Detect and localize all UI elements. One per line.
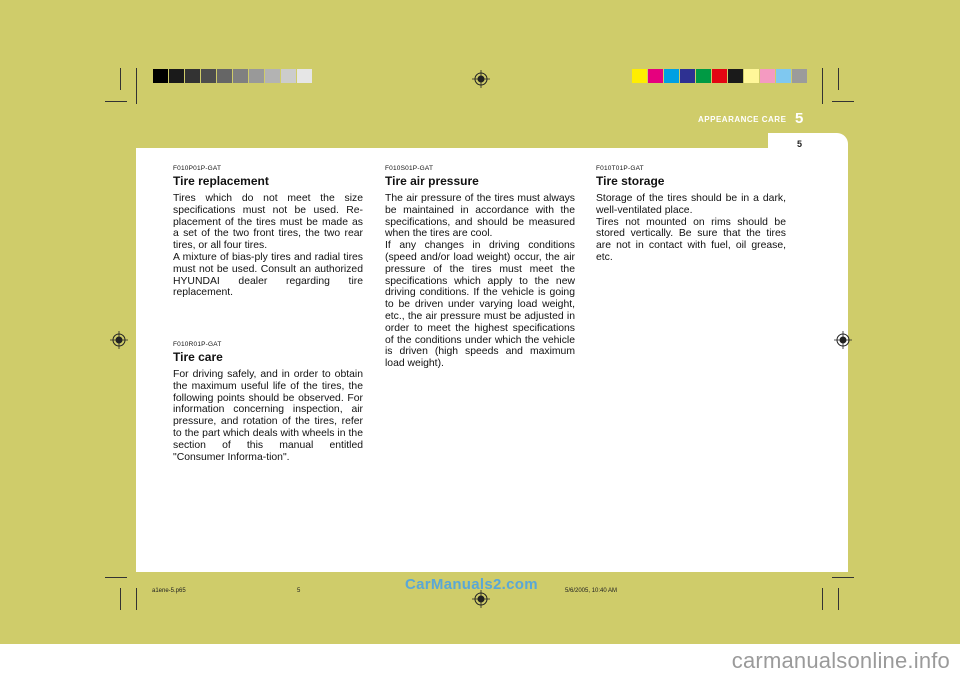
footer-date: 5/6/2005, 10:40 AM bbox=[565, 588, 618, 594]
footer-filename: a1ene-5.p65 bbox=[152, 588, 186, 594]
color-swatch bbox=[680, 69, 695, 83]
bottom-watermark-text[interactable]: carmanualsonline.info bbox=[731, 648, 950, 673]
section-body bbox=[596, 193, 786, 264]
color-swatch bbox=[249, 69, 264, 83]
crop-mark bbox=[105, 577, 127, 578]
chapter-number: 5 bbox=[795, 110, 804, 127]
bottom-watermark-strip bbox=[0, 644, 960, 678]
color-swatch bbox=[281, 69, 296, 83]
page-number-tab: 5 bbox=[797, 139, 803, 149]
color-swatch bbox=[185, 69, 200, 83]
crop-mark bbox=[136, 68, 137, 104]
color-swatch bbox=[153, 69, 168, 83]
section-body bbox=[385, 193, 575, 370]
crop-mark bbox=[838, 588, 839, 610]
color-swatch bbox=[728, 69, 743, 83]
color-swatch bbox=[632, 69, 647, 83]
section-title: Tire care bbox=[173, 350, 223, 364]
section-body bbox=[173, 369, 363, 463]
chapter-tab bbox=[768, 133, 848, 155]
paragraph: The air pressure of the tires must always be maintained in accordance with the specifications, and should be measured when the tires are cool. bbox=[385, 193, 575, 240]
crop-mark bbox=[120, 68, 121, 90]
crop-mark bbox=[120, 588, 121, 610]
crop-mark bbox=[136, 588, 137, 610]
crop-mark bbox=[832, 101, 854, 102]
section-code: F010P01P-GAT bbox=[173, 165, 222, 172]
crop-mark bbox=[822, 68, 823, 104]
section-tire-storage bbox=[596, 165, 786, 264]
color-calibration-bar-right bbox=[632, 69, 808, 83]
color-swatch bbox=[760, 69, 775, 83]
crop-mark bbox=[822, 588, 823, 610]
chapter-label: APPEARANCE CARE bbox=[698, 115, 787, 124]
registration-mark-icon bbox=[834, 331, 852, 349]
paragraph: Tires not mounted on rims should be stored vertically. Be sure that the tires are not in contact with fuel, oil grease, etc. bbox=[596, 216, 786, 263]
color-swatch bbox=[776, 69, 791, 83]
section-code: F010T01P-GAT bbox=[596, 165, 644, 172]
section-code: F010S01P-GAT bbox=[385, 165, 434, 172]
paragraph: Tires which do not meet the size specifications must not be used. Re-placement of the tires must be made as a set of the two front tires, the two rear tires, or all four tires. bbox=[173, 193, 363, 252]
section-title: Tire air pressure bbox=[385, 174, 479, 188]
color-swatch bbox=[201, 69, 216, 83]
section-tire-care bbox=[173, 341, 363, 463]
color-swatch bbox=[169, 69, 184, 83]
color-swatch bbox=[233, 69, 248, 83]
crop-mark bbox=[832, 577, 854, 578]
watermark-link[interactable]: CarManuals2.com bbox=[405, 576, 538, 593]
color-swatch bbox=[792, 69, 807, 83]
color-swatch bbox=[648, 69, 663, 83]
paragraph: A mixture of bias-ply tires and radial tires must not be used. Consult an authorized HYUNDAI dealer regarding tire replacement. bbox=[173, 251, 363, 299]
registration-mark-icon bbox=[110, 331, 128, 349]
color-swatch bbox=[696, 69, 711, 83]
color-swatch bbox=[664, 69, 679, 83]
color-swatch bbox=[744, 69, 759, 83]
footer-page: 5 bbox=[297, 588, 301, 594]
registration-mark-icon bbox=[472, 70, 490, 88]
color-swatch bbox=[265, 69, 280, 83]
color-swatch bbox=[297, 69, 312, 83]
crop-mark bbox=[105, 101, 127, 102]
section-title: Tire replacement bbox=[173, 174, 269, 188]
paragraph: For driving safely, and in order to obtain the maximum useful life of the tires, the following points should be observed. For information concerning inspection, air pressure, and rotation of the tires, refer to the part which deals with wheels in the section of this manual entitled "Consumer Informa-tion". bbox=[173, 369, 363, 463]
color-swatch bbox=[217, 69, 232, 83]
paragraph: Storage of the tires should be in a dark, well-ventilated place. bbox=[596, 193, 786, 216]
color-calibration-bar-left bbox=[153, 69, 313, 83]
paragraph: If any changes in driving conditions (speed and/or load weight) occur, the air pressure of the tires must meet the specifications which apply to the new driving conditions. If the vehicle is going to be driven under varying load weight, etc., the air pressure must be adjusted in order to meet the highest specifications of the conditions under which the vehicle is driven (high speeds and maximum load weight). bbox=[385, 240, 575, 370]
section-title: Tire storage bbox=[596, 174, 665, 188]
color-swatch bbox=[712, 69, 727, 83]
section-tire-air-pressure bbox=[385, 165, 575, 370]
section-body bbox=[173, 193, 363, 299]
section-code: F010R01P-GAT bbox=[173, 341, 222, 348]
crop-mark bbox=[838, 68, 839, 90]
section-tire-replacement bbox=[173, 165, 363, 299]
